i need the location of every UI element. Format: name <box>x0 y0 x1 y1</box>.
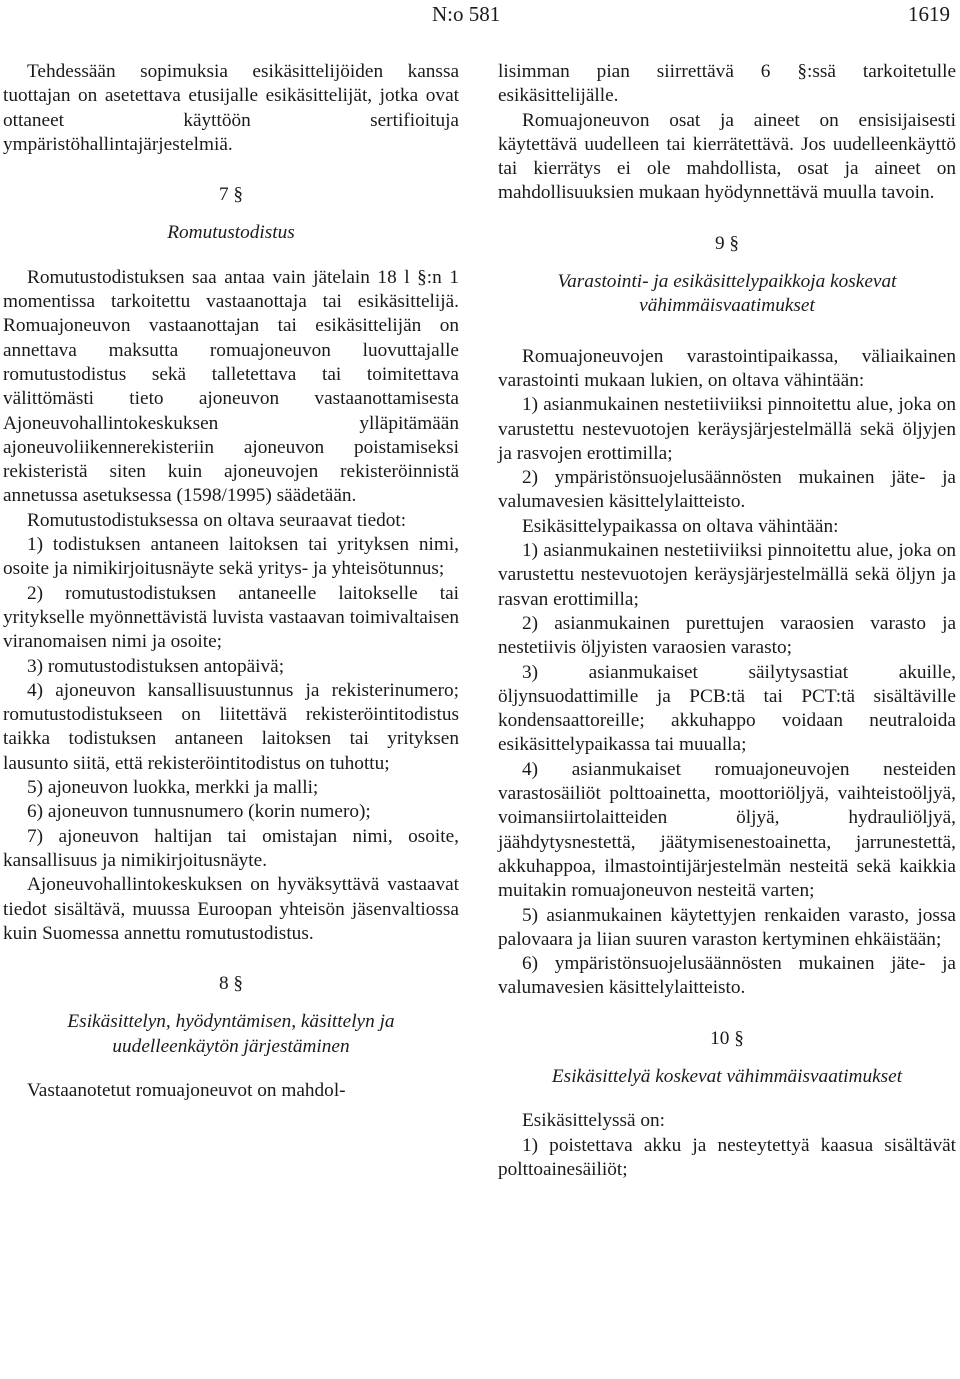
list-item: 2) asianmukainen purettujen varaosien varasto ja nestetiivis öljyisten varaosien varasto; <box>498 612 956 659</box>
list-item: 1) todistuksen antaneen laitoksen tai yrityksen nimi, osoite ja nimikirjoitusnäyte sekä yritys- ja yhteisötunnus; <box>3 534 459 580</box>
section-number: 8 § <box>218 973 244 995</box>
list-item: 5) ajoneuvon luokka, merkki ja malli; <box>27 777 319 799</box>
section-title: Esikäsittelyn, hyödyntämisen, käsittelyn ja uudelleenkäytön järjestäminen <box>67 1011 395 1057</box>
list-item: 3) romutustodistuksen antopäivä; <box>27 655 285 677</box>
section-title: Varastointi- ja esikäsittelypaikkoja koskevat vähimmäisvaatimukset <box>557 271 897 317</box>
paragraph: Vastaanotetut romuajoneuvot on mahdol- <box>27 1079 346 1101</box>
list-item: 2) ympäristönsuojelusäännösten mukainen jäte- ja valumavesien käsittelylaitteisto. <box>498 467 956 513</box>
list-item: 6) ympäristönsuojelusäännösten mukainen jäte- ja valumavesien käsittelylaitteisto. <box>498 953 956 999</box>
list-item: 1) poistettava akku ja nesteytettyä kaasua sisältävät polttoainesäiliöt; <box>498 1134 956 1180</box>
paragraph: Romuajoneuvojen varastointipaikassa, väliaikainen varastointi mukaan lukien, on oltava vähintään: <box>498 345 956 391</box>
paragraph: Ajoneuvohallintokeskuksen on hyväksyttävä vastaavat tiedot sisältävä, muussa Euroopan yhteisön jäsenvaltiossa kuin Suomessa annettu romutustodistus. <box>3 874 459 944</box>
page-header <box>0 2 960 32</box>
section-number: 7 § <box>218 184 244 206</box>
paragraph: Romutustodistuksen saa antaa vain jätelain 18 l §:n 1 momentissa tarkoitettu vastaanottaja tai esikäsittelijä. Romuajoneuvon vastaanottajan tai esikäsittelijän on annettava maksutta romuajoneuvon luovuttajalle romutustodistus sekä talletettava tai toimitettava välittömästi tieto ajoneuvon vastaanottamisesta Ajoneuvohallintokeskuksen ylläpitämään ajoneuvoliikennerekisteriin ajoneuvon poistamiseksi rekisteristä siten kuin ajoneuvojen rekisteröinnistä annetussa asetuksessa (1598/1995) säädetään. <box>3 266 459 507</box>
list-item: 5) asianmukainen käytettyjen renkaiden varasto, jossa palovaara ja liian suuren varaston kertyminen ehkäistään; <box>498 904 956 950</box>
right-column <box>498 60 956 1182</box>
paragraph: Romutustodistuksessa on oltava seuraavat tiedot: <box>27 509 407 531</box>
left-column <box>3 60 459 1103</box>
list-item: 3) asianmukaiset säilytysastiat akuille, öljynsuodattimille ja PCB:tä tai PCT:tä sisältäville kondensaattoreille; akkuhappo voidaan neutraloida esikäsittelypaikassa tai muualla; <box>498 661 956 756</box>
statute-number: N:o 581 <box>432 2 501 26</box>
list-item: 2) romutustodistuksen antaneelle laitokselle tai yritykselle myönnettävistä luvista vastaavan toimivaltaisen viranomaisen nimi ja osoite; <box>3 582 459 653</box>
paragraph: Esikäsittelypaikassa on oltava vähintään: <box>522 515 839 537</box>
list-item: 4) ajoneuvon kansallisuustunnus ja rekisterinumero; romutustodistukseen on liitettävä rekisteröintitodistus taikka todistuksen antaneen laitoksen tai yrityksen lausunto siitä, että rekisteröintitodistus on tuhottu; <box>3 679 459 774</box>
paragraph: Tehdessään sopimuksia esikäsittelijöiden kanssa tuottajan on asetettava etusijalle esikäsittelijät, jotka ovat ottaneet käyttöön sertifioituja ympäristöhallintajärjestelmiä. <box>3 61 459 155</box>
list-item: 1) asianmukainen nestetiiviiksi pinnoitettu alue, joka on varustettu nestevuotojen keräysjärjestelmällä sekä öljyn ja rasvan erottimilla; <box>498 540 956 610</box>
list-item: 7) ajoneuvon haltijan tai omistajan nimi, osoite, kansallisuus ja nimikirjoitusnäyte. <box>3 825 459 871</box>
section-title: Esikäsittelyä koskevat vähimmäisvaatimukset <box>551 1065 903 1087</box>
section-title: Romutustodistus <box>167 222 295 244</box>
paragraph: Romuajoneuvon osat ja aineet on ensisijaisesti käytettävä uudelleen tai kierrätettävä. Jos uudelleenkäyttö tai kierrätys ei ole mahdollista, osat ja aineet on mahdollisuuksien mukaan hyödynnettävä muulla tavoin. <box>498 109 956 204</box>
page-number: 1619 <box>908 2 950 26</box>
section-number: 9 § <box>714 232 740 254</box>
paragraph: Esikäsittelyssä on: <box>522 1110 665 1132</box>
paragraph: lisimman pian siirrettävä 6 §:ssä tarkoitetulle esikäsittelijälle. <box>498 61 956 107</box>
list-item: 6) ajoneuvon tunnusnumero (korin numero); <box>27 801 371 823</box>
list-item: 4) asianmukaiset romuajoneuvojen nesteiden varastosäiliöt polttoainetta, moottoriöljyä, vaihteistoöljyä, voimansiirtolaitteiden öljyä, hydrauliöljyä, jäähdytysnestettä, jäätymisenestoainetta, jarrunestettä, akkuhappoa, ilmastointijärjestelmän nesteitä sekä kaikkia muitakin romuajoneuvon nesteitä varten; <box>498 758 956 902</box>
list-item: 1) asianmukainen nestetiiviiksi pinnoitettu alue, joka on varustettu nestevuotojen keräysjärjestelmällä sekä öljyjen ja rasvojen erottimilla; <box>498 394 956 464</box>
section-number: 10 § <box>710 1027 744 1049</box>
